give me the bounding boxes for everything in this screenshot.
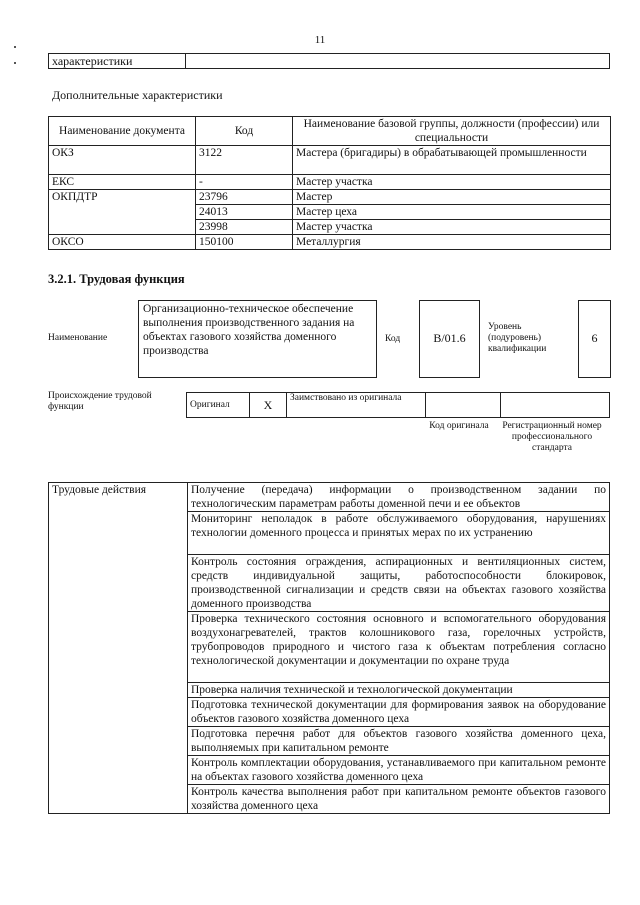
cell-code: 3122 [196,146,293,175]
cell-name: Металлургия [293,235,611,250]
scan-mark [14,62,16,64]
function-name-box [138,300,377,378]
cell-name: Мастер [293,190,611,205]
cell-code: 23998 [196,220,293,235]
labor-action-item: Контроль качества выполнения работ при капитальном ремонте объектов газового хозяйства доменного цеха [188,785,610,814]
reg-number-cell [501,393,610,418]
reg-number-label: Регистрационный номер профессионального стандарта [502,421,602,453]
cell-doc: ЕКС [49,175,196,190]
page-number: 11 [314,34,326,46]
level-value: 6 [591,331,598,345]
labor-action-item: Получение (передача) информации о производственном задании по технологическим параметрам работы доменной печи и ее объектов [188,483,610,512]
header-name: Наименование базовой группы, должности (профессии) или специальности [293,117,611,146]
origin-label: Происхождение трудовой функции [48,391,152,412]
code-value: B/01.6 [433,331,466,345]
additional-heading: Дополнительные характеристики [52,88,223,102]
original-label: Оригинал [187,393,250,418]
cell-code: 24013 [196,205,293,220]
labor-action-item: Подготовка перечня работ для объектов газового хозяйства доменного цеха, выполняемых при капитальном ремонте [188,727,610,756]
origin-code-label: Код оригинала [429,421,489,431]
name-label: Наименование [48,333,108,343]
original-mark: X [250,393,287,418]
cell-doc: ОКСО [49,235,196,250]
labor-action-item: Контроль комплектации оборудования, устанавливаемого при капитальном ремонте на объектах газового хозяйства доменного цеха [188,756,610,785]
cell-doc: ОКПДТР [49,190,196,235]
origin-table [186,392,610,418]
cell-doc: ОКЗ [49,146,196,175]
code-label: Код [385,334,401,344]
cell-name: Мастер участка [293,220,611,235]
labor-actions-label: Трудовые действия [49,483,188,814]
cell-code: 150100 [196,235,293,250]
cell-code: 23796 [196,190,293,205]
labor-action-item: Проверка технического состояния основного и вспомогательного оборудования воздухонагревателей, трактов колошникового газа, горелочных устройств, трубопроводов природного и чистого газа к объектам потребления согласно технологической документации и документации по охране труда [188,612,610,683]
labor-action-item: Мониторинг неполадок в работе обслуживаемого оборудования, нарушениях технологии доменного процесса и принятых мерах по их устранению [188,512,610,555]
origin-code-cell [426,393,501,418]
header-code: Код [196,117,293,146]
borrowed-label: Заимствовано из оригинала [287,393,426,418]
level-box [578,300,611,378]
function-name: Организационно-техническое обеспечение выполнения производственного задания на объектах газового хозяйства доменного производства [143,303,355,357]
code-box [419,300,480,378]
cell-code: - [196,175,293,190]
header-doc: Наименование документа [49,117,196,146]
cell-name: Мастер цеха [293,205,611,220]
section-title: 3.2.1. Трудовая функция [48,272,185,286]
top-row-table [48,53,610,69]
labor-actions-table [48,482,610,814]
additional-table [48,116,611,250]
labor-action-item: Подготовка технической документации для формирования заявок на оборудование объектов газового хозяйства доменного цеха [188,698,610,727]
cell-name: Мастер участка [293,175,611,190]
labor-action-item: Контроль состояния ограждения, аспирационных и вентиляционных систем, средств индивидуальной защиты, работоспособности блокировок, производственной сигнализации и средств связи на объектах газового хозяйства доменного производства [188,555,610,612]
top-row-cell: характеристики [49,54,186,69]
labor-action-item: Проверка наличия технической и технологической документации [188,683,610,698]
top-row-cell [186,54,610,69]
scan-mark [14,46,16,48]
cell-name: Мастера (бригадиры) в обрабатывающей промышленности [293,146,611,175]
level-label: Уровень (подуровень) квалификации [488,322,547,354]
